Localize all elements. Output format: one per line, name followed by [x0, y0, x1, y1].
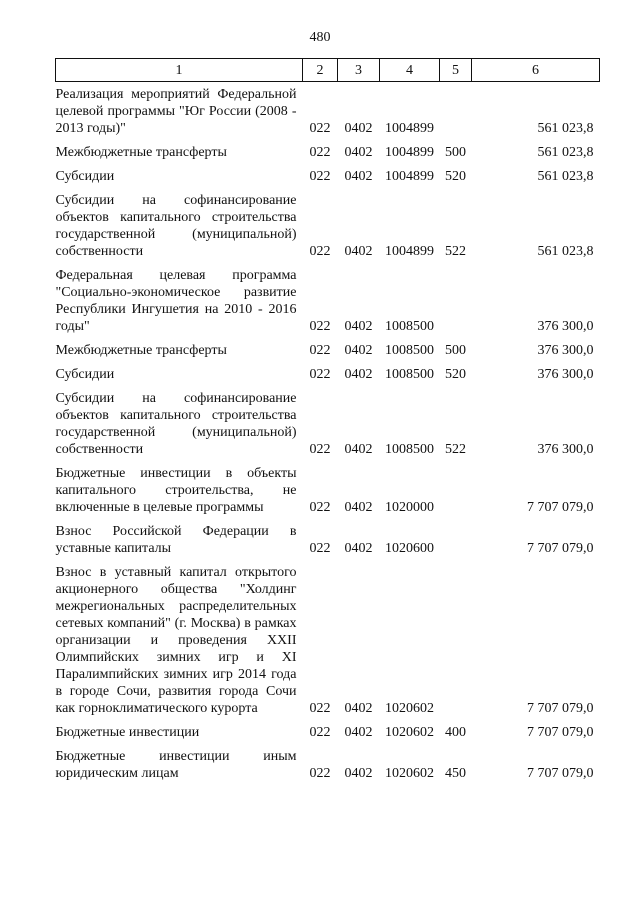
row-section-code: 0402: [344, 145, 373, 160]
row-expense-type: 500: [445, 145, 466, 160]
row-amount: 7 707 079,0: [527, 701, 594, 716]
row-expense-type: 522: [445, 244, 466, 259]
row-amount: 376 300,0: [537, 442, 594, 457]
row-name: Межбюджетные трансферты: [55, 343, 227, 358]
header-col-4: 4: [380, 59, 440, 82]
row-ministry-code: 022: [309, 367, 331, 382]
row-target-code: 1004899: [385, 169, 434, 184]
row-section-code: 0402: [344, 442, 373, 457]
row-ministry-code: 022: [309, 343, 331, 358]
header-col-6: 6: [472, 59, 600, 82]
row-ministry-code: 022: [309, 145, 331, 160]
row-amount: 376 300,0: [537, 319, 594, 334]
row-section-code: 0402: [344, 541, 373, 556]
page-number: 480: [309, 30, 331, 45]
row-amount: 7 707 079,0: [527, 725, 594, 740]
row-target-code: 1020602: [385, 766, 434, 781]
row-name: Федеральная целевая программа "Социально-экономическое развитие Республики Ингушетия на 2010 - 2016 годы": [55, 268, 297, 334]
row-name: Бюджетные инвестиции иным юридическим лицам: [55, 749, 297, 781]
row-name: Субсидии на софинансирование объектов капитального строительства государственной (муниципальной) собственности: [55, 193, 297, 259]
table-row: [56, 724, 600, 748]
row-ministry-code: 022: [309, 319, 331, 334]
row-target-code: 1004899: [385, 244, 434, 259]
table-row: [56, 748, 600, 789]
row-amount: 7 707 079,0: [527, 500, 594, 515]
row-name: Взнос в уставный капитал открытого акционерного общества "Холдинг межрегиональных распределительных сетевых компаний" (г. Москва) в рамках организации и проведения XXII Олимпийских зимних игр и XI Паралимпийских зимних игр 2014 года в городе Сочи, развития города Сочи как горноклиматического курорта: [55, 565, 297, 716]
row-section-code: 0402: [344, 319, 373, 334]
row-section-code: 0402: [344, 343, 373, 358]
row-ministry-code: 022: [309, 541, 331, 556]
row-target-code: 1020600: [385, 541, 434, 556]
row-name: Межбюджетные трансферты: [55, 145, 227, 160]
row-expense-type: [440, 564, 472, 724]
row-name: Бюджетные инвестиции в объекты капитального строительства, не включенные в целевые программы: [55, 466, 297, 515]
row-ministry-code: 022: [309, 442, 331, 457]
row-target-code: 1008500: [385, 442, 434, 457]
row-amount: 376 300,0: [537, 343, 594, 358]
row-target-code: 1008500: [385, 319, 434, 334]
table-row: [56, 564, 600, 724]
row-section-code: 0402: [344, 500, 373, 515]
row-expense-type: 400: [445, 725, 466, 740]
table-row: [56, 390, 600, 465]
header-col-5: 5: [440, 59, 472, 82]
row-target-code: 1020602: [385, 701, 434, 716]
table-row: [56, 192, 600, 267]
table-row: [56, 465, 600, 523]
row-section-code: 0402: [344, 766, 373, 781]
row-expense-type: 500: [445, 343, 466, 358]
row-amount: 376 300,0: [537, 367, 594, 382]
row-section-code: 0402: [344, 169, 373, 184]
row-expense-type: 520: [445, 169, 466, 184]
table-row: [56, 366, 600, 390]
row-amount: 7 707 079,0: [527, 766, 594, 781]
row-expense-type: [440, 523, 472, 564]
row-expense-type: 450: [445, 766, 466, 781]
table-row: [56, 267, 600, 342]
row-section-code: 0402: [344, 701, 373, 716]
row-amount: 561 023,8: [537, 169, 594, 184]
row-amount: 561 023,8: [537, 244, 594, 259]
row-amount: 561 023,8: [537, 145, 594, 160]
row-expense-type: [440, 82, 472, 145]
row-target-code: 1004899: [385, 121, 434, 136]
row-section-code: 0402: [344, 244, 373, 259]
row-section-code: 0402: [344, 367, 373, 382]
row-name: Бюджетные инвестиции: [55, 725, 200, 740]
row-section-code: 0402: [344, 725, 373, 740]
row-target-code: 1020602: [385, 725, 434, 740]
row-amount: 561 023,8: [537, 121, 594, 136]
row-ministry-code: 022: [309, 121, 331, 136]
table-row: [56, 168, 600, 192]
row-ministry-code: 022: [309, 169, 331, 184]
header-col-3: 3: [338, 59, 380, 82]
row-name: Реализация мероприятий Федеральной целевой программы "Юг России (2008 - 2013 годы)": [55, 87, 297, 136]
row-target-code: 1008500: [385, 343, 434, 358]
row-name: Взнос Российской Федерации в уставные капиталы: [55, 524, 297, 556]
row-target-code: 1004899: [385, 145, 434, 160]
table-body: [56, 82, 600, 790]
row-amount: 7 707 079,0: [527, 541, 594, 556]
row-name: Субсидии: [55, 367, 115, 382]
row-name: Субсидии на софинансирование объектов капитального строительства государственной (муниципальной) собственности: [55, 391, 297, 457]
row-expense-type: [440, 465, 472, 523]
table-row: [56, 82, 600, 145]
table-row: [56, 523, 600, 564]
header-col-1: 1: [56, 59, 303, 82]
row-ministry-code: 022: [309, 725, 331, 740]
row-ministry-code: 022: [309, 766, 331, 781]
row-target-code: 1008500: [385, 367, 434, 382]
row-ministry-code: 022: [309, 500, 331, 515]
row-expense-type: 520: [445, 367, 466, 382]
budget-table: [55, 58, 600, 789]
row-ministry-code: 022: [309, 701, 331, 716]
row-expense-type: [440, 267, 472, 342]
row-section-code: 0402: [344, 121, 373, 136]
table-row: [56, 342, 600, 366]
row-target-code: 1020000: [385, 500, 434, 515]
header-row: [56, 59, 600, 82]
row-ministry-code: 022: [309, 244, 331, 259]
table-row: [56, 144, 600, 168]
table-header: [56, 59, 600, 82]
row-expense-type: 522: [445, 442, 466, 457]
header-col-2: 2: [303, 59, 338, 82]
row-name: Субсидии: [55, 169, 115, 184]
